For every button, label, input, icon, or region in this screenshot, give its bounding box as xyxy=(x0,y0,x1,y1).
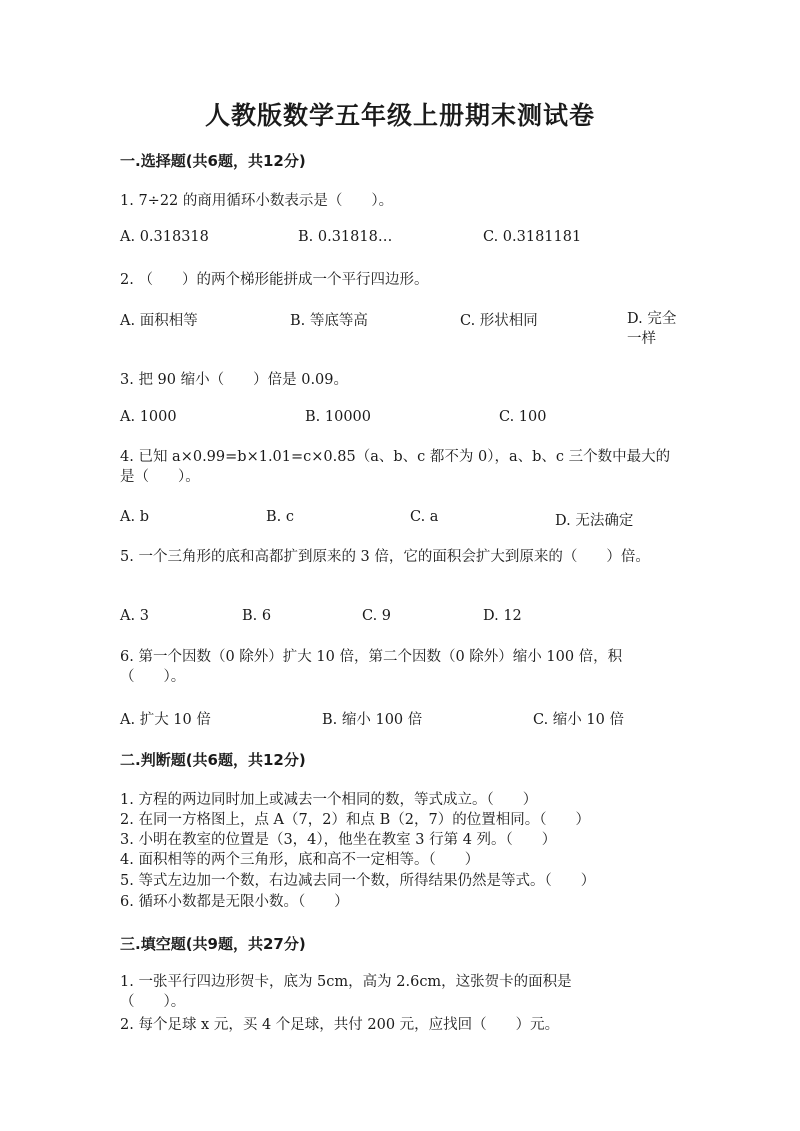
question-text: 1. 7÷22 的商用循环小数表示是（ ）。 xyxy=(120,193,394,209)
option-d: D. 无法确定 xyxy=(555,513,634,529)
option-c: C. a xyxy=(410,509,439,525)
option-c: C. 形状相同 xyxy=(460,313,538,329)
section-heading-choice: 一.选择题(共6题，共12分) xyxy=(120,152,306,170)
section-heading-fill-in: 三.填空题(共9题，共27分) xyxy=(120,935,306,953)
question-text: 4. 已知 a×0.99=b×1.01=c×0.85（a、b、c 都不为 0），a、b、c 三个数中最大的是（ ）。 xyxy=(120,449,671,485)
option-a: A. 1000 xyxy=(120,409,177,425)
option-a: A. 0.318318 xyxy=(120,229,209,245)
option-d: D. 12 xyxy=(483,608,522,624)
option-b: B. 等底等高 xyxy=(290,313,368,329)
option-b: B. c xyxy=(266,509,294,525)
option-b: B. 缩小 100 倍 xyxy=(322,712,423,728)
section-heading-judgement: 二.判断题(共6题，共12分) xyxy=(120,751,306,769)
question-text: 5. 一个三角形的底和高都扩到原来的 3 倍，它的面积会扩大到原来的（ ）倍。 xyxy=(120,549,650,565)
judgement-item: 6. 循环小数都是无限小数。（ ） xyxy=(120,894,349,910)
judgement-item: 3. 小明在教室的位置是（3，4），他坐在教室 3 行第 4 列。（ ） xyxy=(120,832,557,848)
fill-in-item: 2. 每个足球 x 元，买 4 个足球，共付 200 元，应找回（ ）元。 xyxy=(120,1017,560,1033)
option-a: A. 扩大 10 倍 xyxy=(120,712,211,728)
judgement-item: 5. 等式左边加一个数，右边减去同一个数，所得结果仍然是等式。（ ） xyxy=(120,873,596,889)
question-text: 3. 把 90 缩小（ ）倍是 0.09。 xyxy=(120,372,349,388)
option-a: A. b xyxy=(120,509,149,525)
judgement-item: 4. 面积相等的两个三角形，底和高不一定相等。（ ） xyxy=(120,852,480,868)
option-b: B. 0.31818… xyxy=(298,229,393,245)
option-b: B. 6 xyxy=(242,608,272,624)
question-text: 2. （ ）的两个梯形能拼成一个平行四边形。 xyxy=(120,272,429,288)
option-a: A. 面积相等 xyxy=(120,313,198,329)
option-c: C. 缩小 10 倍 xyxy=(533,712,624,728)
question-text: 6. 第一个因数（0 除外）扩大 10 倍，第二个因数（0 除外）缩小 100 倍，积（ ）。 xyxy=(120,649,623,685)
judgement-item: 1. 方程的两边同时加上或减去一个相同的数，等式成立。（ ） xyxy=(120,792,538,808)
option-c: C. 0.3181181 xyxy=(483,229,582,245)
option-a: A. 3 xyxy=(120,608,149,624)
exam-title: 人教版数学五年级上册期末测试卷 xyxy=(204,101,595,130)
fill-in-item: 1. 一张平行四边形贺卡，底为 5cm，高为 2.6cm，这张贺卡的面积是（ ）。 xyxy=(120,974,572,1010)
option-c: C. 9 xyxy=(362,608,392,624)
judgement-item: 2. 在同一方格图上，点 A（7，2）和点 B（2，7）的位置相同。（ ） xyxy=(120,812,590,828)
option-b: B. 10000 xyxy=(305,409,372,425)
option-d: D. 完全一样 xyxy=(627,311,677,347)
option-c: C. 100 xyxy=(499,409,547,425)
